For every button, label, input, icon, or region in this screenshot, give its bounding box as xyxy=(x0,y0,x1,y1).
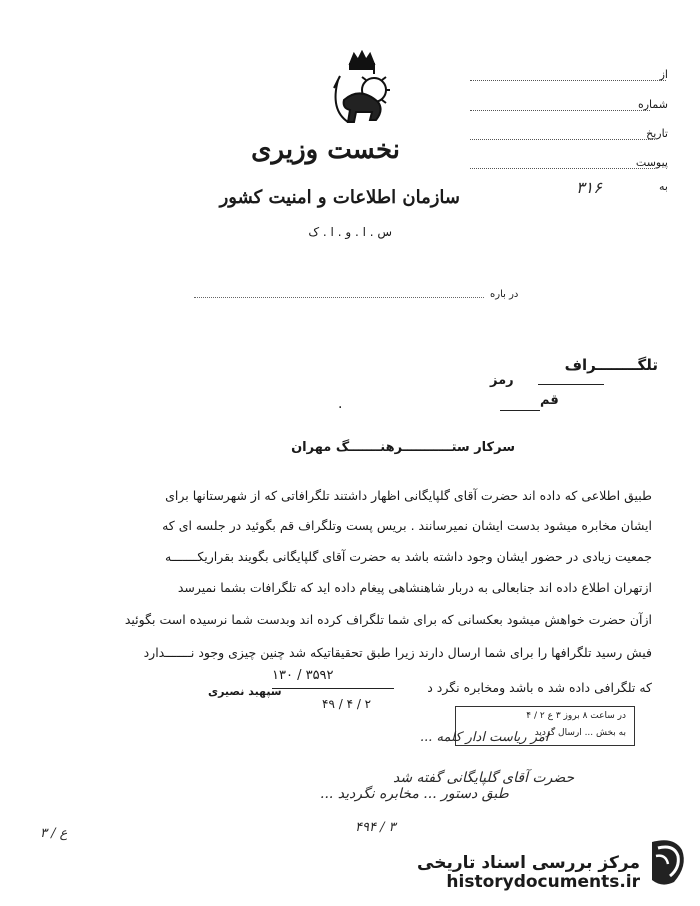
telegram-city-rule xyxy=(500,410,540,411)
to-label: به xyxy=(659,180,668,193)
from-label: از xyxy=(659,68,668,81)
reference-number: ۱۳۰ / ۳۵۹۲ xyxy=(272,668,334,683)
body-line-3: جمعیت زیادی در حضور ایشان وجود داشته باشد به حضرت آقای گلپایگانی بگویند بقراریکـــــــه xyxy=(165,549,652,564)
body-line-2: ایشان مخابره میشود بدست ایشان نمیرسانند . بریس پست وتلگراف قم بگوئید در جلسه ای که xyxy=(162,518,652,533)
archive-logo-icon xyxy=(644,836,690,888)
from-line xyxy=(470,80,666,81)
telegram-title: تلگــــــــراف xyxy=(564,356,658,374)
signatory: سپهبد نصیری xyxy=(208,685,282,698)
reference-rule xyxy=(272,688,394,689)
recipient-number: ۳۱۶ xyxy=(576,178,602,197)
body-line-6: فیش رسید تلگرافها را برای شما ارسال دارند زیرا طبق تحقیقاتیکه شد چنین چیزی وجود نـــــــدارد xyxy=(143,645,652,660)
body-line-4: ازتهران اطلاع داده اند جنابعالی به دربار شاهنشاهی پیغام داده اید که تلگرافات بشما نمیرسد xyxy=(177,580,652,595)
body-line-7: که تلگرافی داده شد ه باشد ومخابره نگرد د xyxy=(427,680,652,695)
date-label: تاریخ xyxy=(646,127,668,140)
body-line-1: طبیق اطلاعی که داده اند حضرت آقای گلپایگانی اظهار داشتند تلگرافاتی که از شهرستانها برای xyxy=(165,488,652,503)
attachment-line xyxy=(470,168,655,169)
stamp-line-2: به بخش ... ارسال گردید xyxy=(534,728,626,738)
number-line xyxy=(470,110,650,111)
stamp-line-1: در ساعت ۸ بروز ۳ ع ۲ / ۴ xyxy=(526,711,626,721)
attachment-label: پیوست xyxy=(635,156,668,169)
date-line xyxy=(470,139,655,140)
salutation: سرکار ستـــــــــــرهنـــــــگ مهران xyxy=(291,440,515,455)
body-line-5: ازآن حضرت خواهش میشود بعکسانی که برای شما تلگراف کرده اند وبدست شما نرسیده است بگوئید xyxy=(124,612,652,627)
handwritten-note-3: طبق دستور ... مخابره نگردید ... xyxy=(320,786,509,802)
watermark-name: مرکز بررسی اسناد تاریخی xyxy=(417,853,640,873)
telegram-rule xyxy=(538,384,604,385)
number-label: شماره xyxy=(637,98,668,111)
handwritten-note-4: ۴۹۴ / ۳ xyxy=(355,820,396,835)
telegram-code-label: رمز xyxy=(490,373,514,388)
watermark-url: historydocuments.ir xyxy=(446,872,640,892)
telegram-dot: . xyxy=(338,396,343,412)
handwritten-note-1: امر ریاست ادار کلمه ... xyxy=(420,730,549,745)
subject-label: در باره xyxy=(490,289,519,300)
handwritten-note-2: حضرت آقای گلپایگانی گفته شد xyxy=(393,770,575,786)
lion-and-sun-emblem-icon xyxy=(320,50,404,142)
telegram-city: قم xyxy=(540,393,559,408)
subject-line xyxy=(194,297,484,298)
handwritten-note-5: ع / ۳ xyxy=(40,826,68,841)
reference-date: ۴۹ / ۴ / ۲ xyxy=(322,697,372,711)
agency-title: نخست وزیری xyxy=(251,135,400,165)
agency-subtitle: سازمان اطلاعات و امنیت کشور xyxy=(219,187,460,208)
agency-code: س . ا . و . ا . ک xyxy=(308,225,392,239)
